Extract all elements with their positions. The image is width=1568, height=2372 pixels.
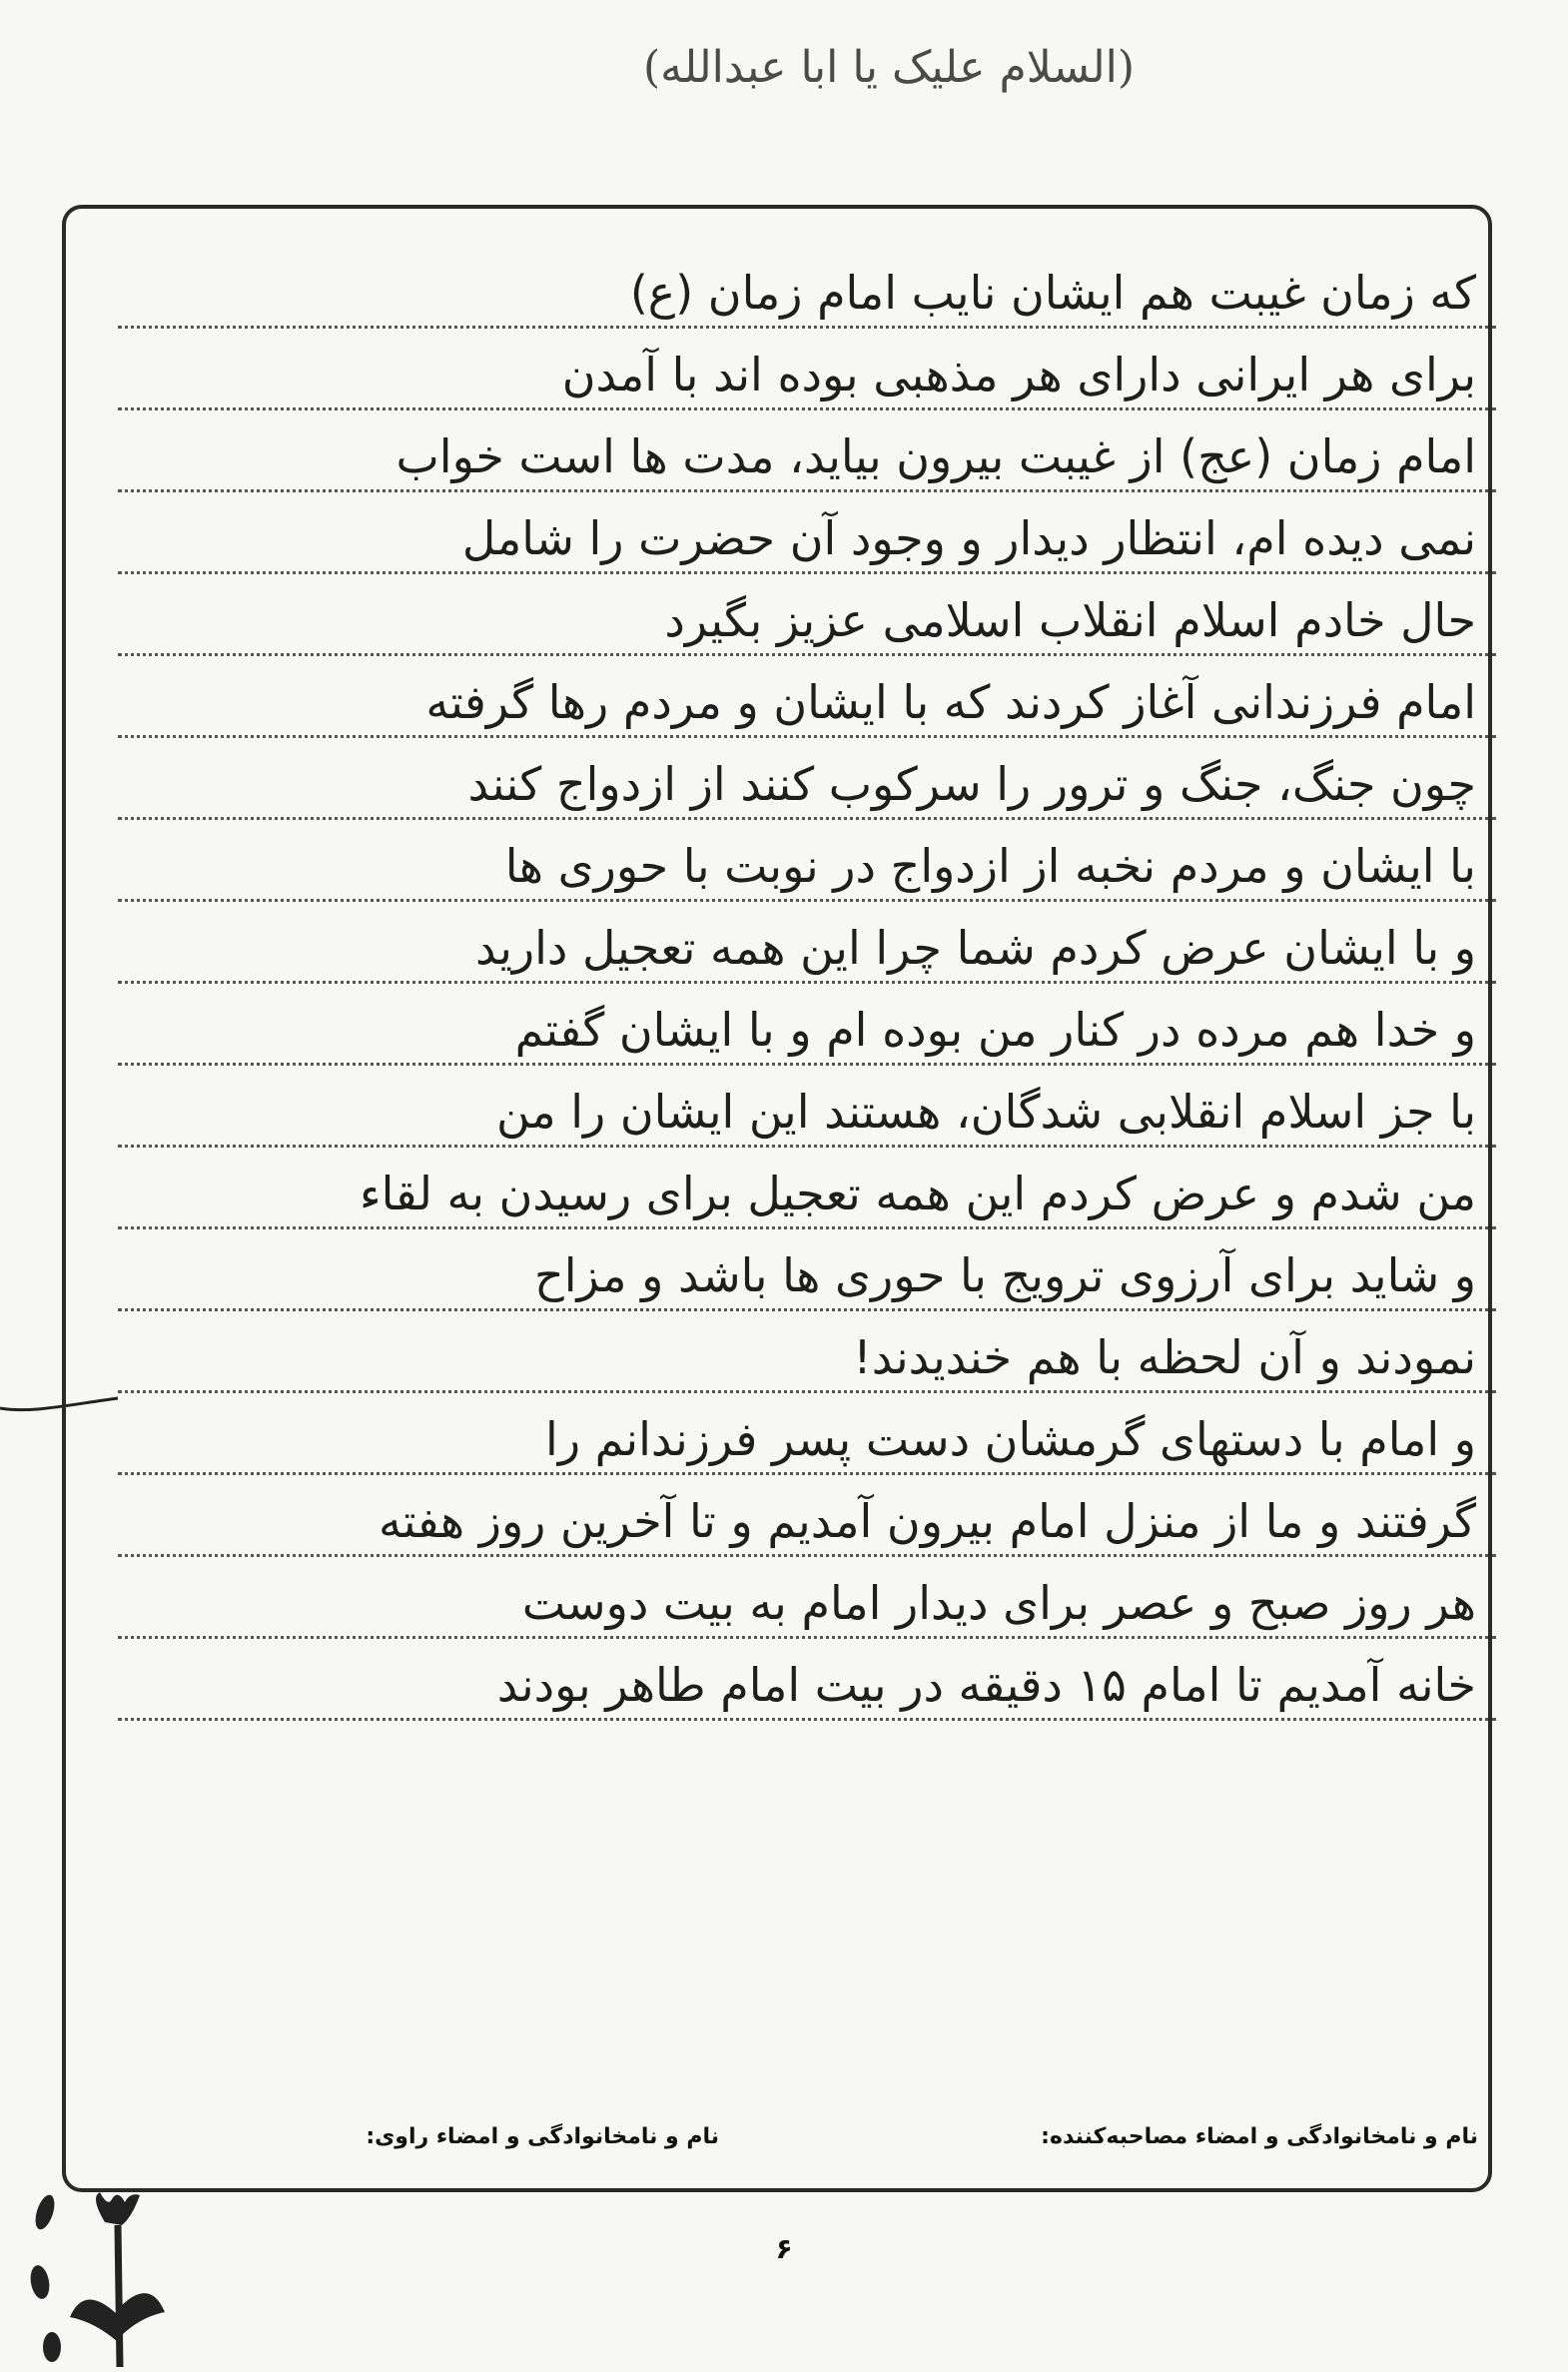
handwritten-line: حال خادم اسلام انقلاب اسلامی عزیز بگیرد [664,593,1476,647]
handwritten-line: و خدا هم مرده در کنار من بوده ام و با ایشان گفتم [514,1003,1476,1057]
handwritten-line: گرفتند و ما از منزل امام بیرون آمدیم و تا آخرین روز هفته [379,1494,1476,1548]
handwritten-line: و شاید برای آرزوی ترویج با حوری ها باشد و مزاح [534,1248,1476,1302]
handwritten-line: و امام با دستهای گرمشان دست پسر فرزندانم را [545,1412,1476,1466]
handwritten-line: چون جنگ، جنگ و ترور را سرکوب کنند از ازدواج کنند [467,757,1476,811]
handwritten-line: امام زمان (عج) از غیبت بیرون بیاید، مدت ها است خواب [395,429,1476,483]
interviewer-signature-label: نام و نامخانوادگی و امضاء مصاحبه‌کننده: [1041,2124,1478,2149]
handwritten-line: با جز اسلام انقلابی شدگان، هستند این ایشان را من [495,1085,1476,1139]
handwritten-line: من شدم و عرض کردم این همه تعجیل برای رسیدن به لقاء [359,1167,1476,1220]
handwritten-line: و با ایشان عرض کردم شما چرا این همه تعجیل دارید [474,921,1476,975]
handwritten-line: نمودند و آن لحظه با هم خندیدند! [853,1330,1476,1384]
handwritten-line: برای هر ایرانی دارای هر مذهبی بوده اند با آمدن [561,348,1476,401]
handwritten-line: نمی دیده ام، انتظار دیدار و وجود آن حضرت را شامل [461,511,1476,565]
handwritten-line: امام فرزندانی آغاز کردند که با ایشان و مردم رها گرفته [425,675,1476,729]
handwritten-line: با ایشان و مردم نخبه از ازدواج در نوبت با حوری ها [504,839,1476,893]
header-handwritten-note: (السلام علیک یا ابا عبدالله) [642,42,1136,93]
narrator-signature-label: نام و نامخانوادگی و امضاء راوی: [366,2124,719,2149]
handwritten-line: که زمان غیبت هم ایشان نایب امام زمان (ع) [629,266,1476,320]
handwritten-line: خانه آمدیم تا امام ۱۵ دقیقه در بیت امام طاهر بودند [496,1658,1476,1712]
tulip-doodle [0,2187,290,2372]
page-number: ۶ [775,2232,793,2265]
handwritten-line: هر روز صبح و عصر برای دیدار امام به بیت دوست [521,1576,1476,1630]
